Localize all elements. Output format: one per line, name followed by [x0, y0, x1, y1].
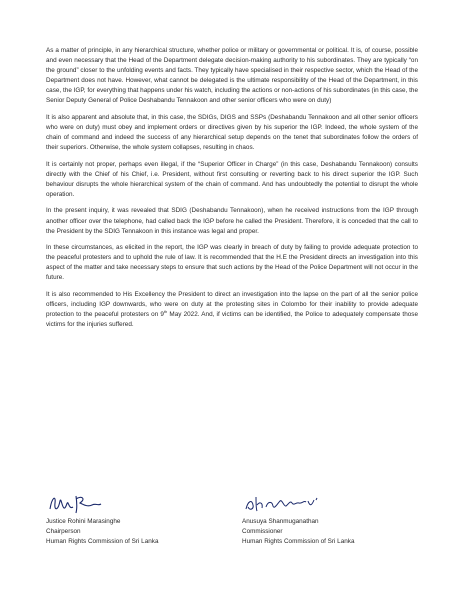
date-ordinal-suffix: th	[163, 309, 168, 314]
chairperson-organization: Human Rights Commission of Sri Lanka	[46, 538, 159, 546]
chairperson-name: Justice Rohini Marasinghe	[46, 518, 121, 525]
paragraph-present-inquiry: In the present inquiry, it was revealed that SDIG (Deshabandu Tennakoon), when he received instructions from the IGP through another officer over the telephone, had called back the IGP before he called the President. Therefore, it is conceded that the call to the President by the SDIG Tennakoon in this instance was legal and proper.	[46, 207, 418, 235]
paragraph-obey-orders: It is also apparent and absolute that, in this case, the SDIGs, DIGS and SSPs (Deshabandu Tennakoon and all other senior officers who were on duty) must obey and implement orders or directives given by his superior the IGP. Indeed, the whole system of the chain of command and indeed the success of any hierarchical setup depends on the tenet that subordinates follow the orders of their superiors. Otherwise, the whole system collapses, resulting in chaos.	[46, 113, 418, 152]
commissioner-organization: Human Rights Commission of Sri Lanka	[242, 538, 355, 546]
handwritten-signature-chairperson	[46, 491, 106, 515]
handwritten-signature-commissioner	[242, 491, 332, 515]
chairperson-title: Chairperson	[46, 528, 81, 536]
signature-block-commissioner	[242, 491, 432, 548]
recommendation-text-start: It is also recommended to His Excellency the President to direct an investigation into the lapse on the part of all the senior police officers, including IGP downwards, who were on duty at the protesting sites in Colombo for their inability to provide adequate protection to the peaceful protesters on 9	[46, 290, 418, 319]
commissioner-details	[242, 517, 432, 548]
paragraph-breach-of-duty: In these circumstances, as elicited in the report, the IGP was clearly in breach of duty by failing to provide adequate protection to the peaceful protesters and to uphold the rule of law. It is recommended that the H.E the President directs an investigation into this aspect of the matter and take necessary steps to ensure that such actions by the Head of the Police Department will not occur in the future.	[46, 244, 418, 282]
recommendation-text-end: May 2022. And, if victims can be identified, the Police to adequately compensate those victims for the injuries suffered.	[46, 311, 418, 329]
chairperson-details	[46, 517, 236, 548]
commissioner-name: Anusuya Shanmuganathan	[242, 518, 319, 525]
paragraph-investigation-recommendation	[46, 290, 418, 330]
paragraph-superior-officer: It is certainly not proper, perhaps even illegal, if the “Superior Officer in Charge” (in this case, Deshabandu Tennakoon) consults directly with the Chief of his Chief, i.e. President, without first consulting or reverting back to his direct superior the IGP. Such behaviour disrupts the whole hierarchical system of the chain of command. And has undoubtedly the potential to disrupt the whole operation.	[46, 160, 418, 198]
signature-block-chairperson	[46, 491, 236, 548]
paragraph-chain-of-responsibility: As a matter of principle, in any hierarchical structure, whether police or military or governmental or political. It is, of course, possible and even necessary that the Head of the Department delegate decision-making authority to his subordinates. They are typically “on the ground” closer to the unfolding events and facts. They typically have specialised in their respective sector, which the Head of the Department does not have. However, what cannot be delegated is the ultimate responsibility of the Head of the Department, in this case, the IGP, for everything that happens under his watch, including the actions or non-actions of his subordinates (in this case, the Senior Deputy General of Police Deshabandu Tennakoon and other senior officers who were on duty)	[46, 47, 418, 105]
commissioner-title: Commissioner	[242, 528, 283, 536]
signature-section	[46, 491, 418, 591]
